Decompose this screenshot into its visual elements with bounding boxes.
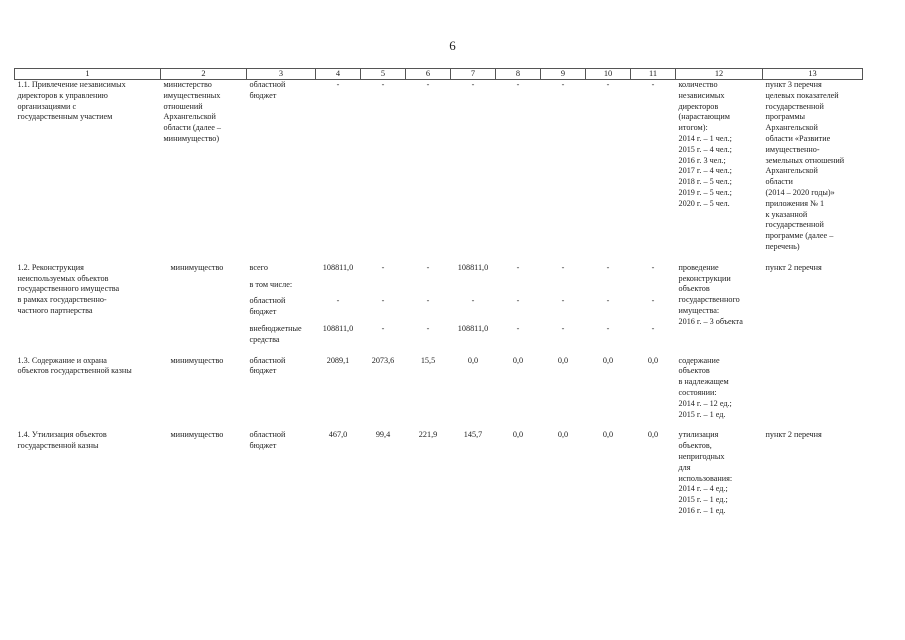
column-header: 2 bbox=[161, 69, 247, 80]
measure-cell: 1.3. Содержание и охрана объектов государственной казны bbox=[17, 355, 132, 376]
value-cell: 467,0 bbox=[328, 430, 348, 440]
table-row bbox=[15, 430, 863, 516]
column-header: 11 bbox=[631, 69, 676, 80]
column-header: 1 bbox=[15, 69, 161, 80]
value-cell: 0,0 bbox=[557, 430, 569, 440]
value-cell: 0,0 bbox=[467, 355, 479, 365]
value-cell: - bbox=[471, 80, 475, 89]
value-cell: 145,7 bbox=[463, 430, 483, 440]
column-header: 10 bbox=[586, 69, 631, 80]
value-cell: - bbox=[381, 80, 385, 89]
value-cell: 0,0 bbox=[512, 355, 524, 365]
page-number: 6 bbox=[449, 38, 456, 53]
result-cell: утилизация объектов, непригодных для использования: 2014 г. – 4 ед.; 2015 г. – 1 ед.; 2016 г. – 1 ед. bbox=[678, 430, 733, 515]
value-cell: - - - bbox=[426, 262, 430, 333]
column-header: 13 bbox=[763, 69, 863, 80]
executor-cell: минимущество bbox=[170, 430, 224, 440]
funding-source-cell: областной бюджет bbox=[249, 355, 286, 376]
program-measures-table bbox=[14, 68, 863, 517]
value-cell: - - - bbox=[381, 262, 385, 333]
column-header: 4 bbox=[316, 69, 361, 80]
value-cell: 0,0 bbox=[647, 430, 659, 440]
value-cell: 108811,0 - 108811,0 bbox=[322, 262, 354, 333]
column-number-row bbox=[15, 69, 863, 80]
column-header: 9 bbox=[541, 69, 586, 80]
reference-cell: пункт 2 перечня bbox=[765, 430, 822, 440]
value-cell: 0,0 bbox=[602, 430, 614, 440]
table-row bbox=[15, 263, 863, 346]
value-cell: 2073,6 bbox=[371, 355, 395, 365]
table-row bbox=[15, 356, 863, 421]
value-cell: - bbox=[336, 80, 340, 89]
value-cell: 0,0 bbox=[557, 355, 569, 365]
column-header: 5 bbox=[361, 69, 406, 80]
result-cell: проведение реконструкции объектов государственного имущества: 2016 г. – 3 объекта bbox=[678, 262, 743, 326]
column-header: 6 bbox=[406, 69, 451, 80]
column-header: 3 bbox=[247, 69, 316, 80]
column-header: 12 bbox=[676, 69, 763, 80]
column-header: 8 bbox=[496, 69, 541, 80]
measure-cell: 1.1. Привлечение независимых директоров к управлению организациями с государственным участием bbox=[17, 80, 126, 122]
measure-cell: 1.4. Утилизация объектов государственной казны bbox=[17, 430, 107, 451]
reference-cell bbox=[763, 356, 863, 421]
value-cell: 0,0 bbox=[602, 355, 614, 365]
value-cell: 221,9 bbox=[418, 430, 438, 440]
reference-cell: пункт 3 перечня целевых показателей государственной программы Архангельской области «Развитие имущественно- земельных отношений Архангельской области (2014 – 2020 годы)» приложения № 1 к указанной государственной программе (далее – перечень) bbox=[765, 80, 845, 251]
value-cell: 108811,0 - 108811,0 bbox=[457, 262, 489, 333]
executor-cell: минимущество bbox=[170, 355, 224, 365]
result-cell: содержание объектов в надлежащем состоянии: 2014 г. – 12 ед.; 2015 г. – 1 ед. bbox=[678, 355, 732, 419]
value-cell: - - - bbox=[516, 262, 520, 333]
value-cell: 15,5 bbox=[420, 355, 436, 365]
value-cell: - bbox=[426, 80, 430, 89]
value-cell: - bbox=[561, 80, 565, 89]
value-cell: 0,0 bbox=[647, 355, 659, 365]
table-row bbox=[15, 80, 863, 253]
column-header: 7 bbox=[451, 69, 496, 80]
value-cell: 0,0 bbox=[512, 430, 524, 440]
funding-source-cell: областной бюджет bbox=[249, 80, 286, 100]
value-cell: 99,4 bbox=[375, 430, 391, 440]
value-cell: - - - bbox=[651, 262, 655, 333]
value-cell: - - - bbox=[606, 262, 610, 333]
value-cell: 2089,1 bbox=[326, 355, 350, 365]
measure-cell: 1.2. Реконструкция неиспользуемых объектов государственного имущества в рамках государственно- частного партнерства bbox=[17, 262, 120, 315]
executor-cell: минимущество bbox=[170, 262, 224, 272]
value-cell: - bbox=[516, 80, 520, 89]
funding-source-cell: всего в том числе: областной бюджет внебюджетные средства bbox=[249, 262, 302, 344]
value-cell: - bbox=[606, 80, 610, 89]
result-cell: количество независимых директоров (нарастающим итогом): 2014 г. – 1 чел.; 2015 г. – 4 чел.; 2016 г. 3 чел.; 2017 г. – 4 чел.; 2018 г. – 5 чел.; 2019 г. – 5 чел.; 2020 г. – 5 чел. bbox=[678, 80, 732, 208]
value-cell: - bbox=[651, 80, 655, 89]
value-cell: - - - bbox=[561, 262, 565, 333]
reference-cell: пункт 2 перечня bbox=[765, 262, 822, 272]
executor-cell: министерство имущественных отношений Архангельской области (далее – минимущество) bbox=[163, 80, 222, 143]
funding-source-cell: областной бюджет bbox=[249, 430, 286, 451]
